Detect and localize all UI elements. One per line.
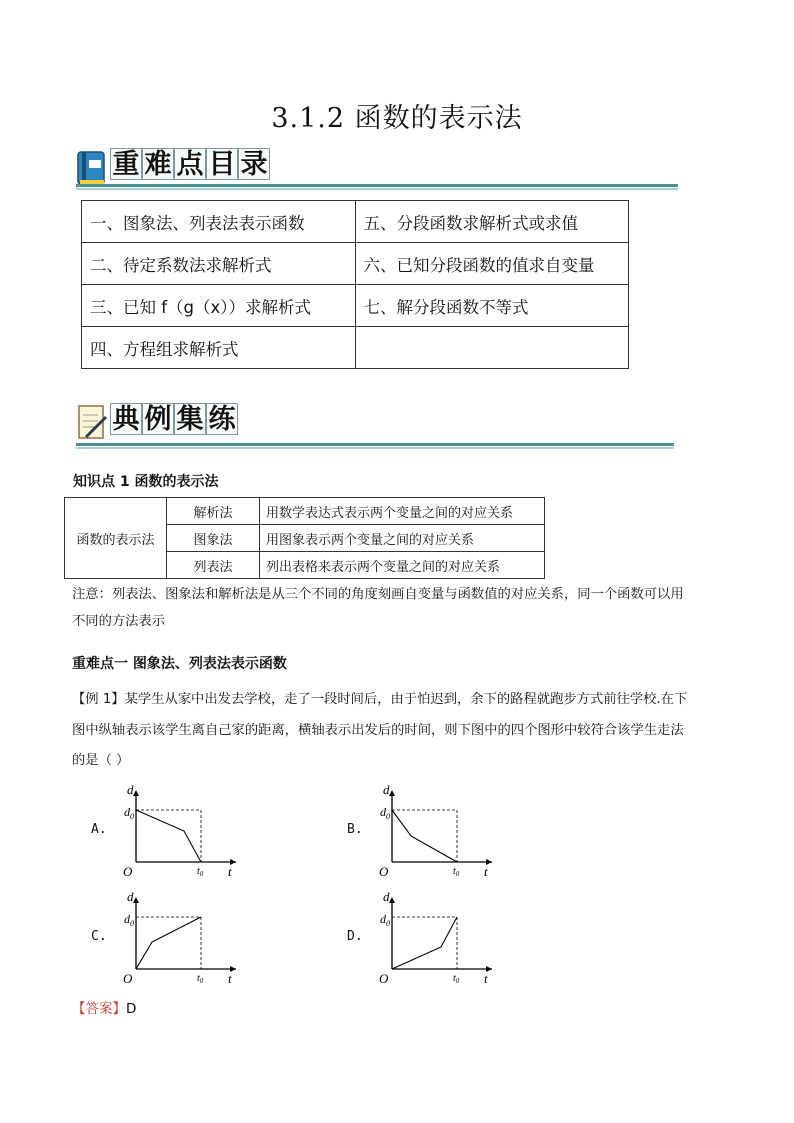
directory-cell	[355, 327, 629, 369]
note-line: 注意：列表法、图象法和解析法是从三个不同的角度刻画自变量与函数值的对应关系，同一个函数可以用	[72, 587, 684, 602]
banner-char: 集	[174, 403, 206, 435]
x-axis-label: t	[484, 971, 488, 986]
example-line: 图中纵轴表示该学生离自己家的距离，横轴表示出发后的时间，则下图中的四个图形中较符合该学生走法	[72, 723, 684, 738]
knowledge-desc: 列出表格来表示两个变量之间的对应关系	[260, 552, 545, 579]
answer-tag: 【答案】	[72, 1001, 126, 1017]
d0-label: $d_0$	[124, 912, 134, 928]
y-axis-arrow-icon	[133, 790, 139, 796]
origin-label: O	[379, 971, 389, 986]
graph-d	[368, 885, 508, 987]
y-axis-arrow-icon	[389, 897, 395, 903]
graph-b	[368, 778, 508, 880]
answer	[72, 997, 136, 1017]
y-axis-arrow-icon	[133, 897, 139, 903]
directory-cell: 二、待定系数法求解析式	[82, 243, 356, 285]
option-label-d: D.	[347, 929, 363, 944]
banner-char: 练	[206, 403, 238, 435]
knowledge-method: 列表法	[167, 552, 260, 579]
y-axis-label: d	[383, 782, 390, 797]
distance-curve	[136, 810, 201, 862]
distance-curve	[392, 810, 457, 862]
directory-cell: 七、解分段函数不等式	[355, 285, 629, 327]
x-axis-label: t	[484, 864, 488, 879]
origin-label: O	[123, 864, 133, 879]
y-axis-label: d	[383, 889, 390, 904]
example-line: 【例 1】某学生从家中出发去学校，走了一段时间后，由于怕迟到，余下的路程就跑步方式前往学校.在下	[72, 692, 688, 707]
reference-line	[392, 917, 457, 969]
distance-curve	[136, 917, 201, 969]
banner-char: 目	[206, 148, 238, 180]
reference-line	[136, 810, 201, 862]
example-line: 的是（ ）	[72, 753, 130, 768]
banner-char: 录	[238, 148, 270, 180]
directory-cell: 三、已知 f（g（x））求解析式	[82, 285, 356, 327]
banner-char: 重	[110, 148, 142, 180]
answer-value: D	[126, 1001, 137, 1017]
knowledge-table	[64, 497, 545, 579]
directory-cell: 五、分段函数求解析式或求值	[355, 201, 629, 243]
graph-c	[112, 885, 252, 987]
t0-label: $t_0$	[197, 973, 204, 985]
banner-rule-shadow	[76, 447, 674, 449]
graph-a	[112, 778, 252, 880]
banner-char: 难	[142, 148, 174, 180]
d0-label: $d_0$	[380, 912, 390, 928]
knowledge-method: 解析法	[167, 498, 260, 525]
note-line: 不同的方法表示	[72, 614, 166, 629]
reference-line	[392, 810, 457, 862]
page-title: 3.1.2 函数的表示法	[271, 103, 523, 134]
t0-label: $t_0$	[197, 866, 204, 878]
reference-line	[136, 917, 201, 969]
banner-rule-shadow	[76, 188, 678, 190]
knowledge-desc: 用数学表达式表示两个变量之间的对应关系	[260, 498, 545, 525]
knowledge-method: 图象法	[167, 525, 260, 552]
distance-curve	[392, 917, 457, 969]
t0-label: $t_0$	[453, 866, 460, 878]
directory-cell: 四、方程组求解析式	[82, 327, 356, 369]
d0-label: $d_0$	[380, 805, 390, 821]
directory-cell: 一、图象法、列表法表示函数	[82, 201, 356, 243]
origin-label: O	[123, 971, 133, 986]
banner-char: 典	[110, 403, 142, 435]
notepad-pen-icon	[76, 403, 108, 441]
x-axis-label: t	[228, 864, 232, 879]
banner-char: 例	[142, 403, 174, 435]
option-label-b: B.	[347, 822, 363, 837]
option-label-a: A.	[91, 822, 107, 837]
directory-cell: 六、已知分段函数的值求自变量	[355, 243, 629, 285]
x-axis-label: t	[228, 971, 232, 986]
knowledge-heading: 知识点 1 函数的表示法	[73, 474, 219, 490]
directory-table	[81, 200, 629, 369]
y-axis-label: d	[127, 782, 134, 797]
origin-label: O	[379, 864, 389, 879]
banner-rule	[76, 443, 674, 446]
banner-rule	[76, 184, 678, 187]
d0-label: $d_0$	[124, 805, 134, 821]
section-banner-directory	[76, 148, 678, 188]
y-axis-label: d	[127, 889, 134, 904]
section-banner-examples	[76, 403, 674, 443]
book-icon	[76, 148, 108, 186]
key-point-heading: 重难点一 图象法、列表法表示函数	[72, 656, 287, 672]
t0-label: $t_0$	[453, 973, 460, 985]
knowledge-row-header: 函数的表示法	[65, 498, 167, 579]
y-axis-arrow-icon	[389, 790, 395, 796]
banner-char: 点	[174, 148, 206, 180]
knowledge-desc: 用图象表示两个变量之间的对应关系	[260, 525, 545, 552]
option-label-c: C.	[91, 929, 107, 944]
